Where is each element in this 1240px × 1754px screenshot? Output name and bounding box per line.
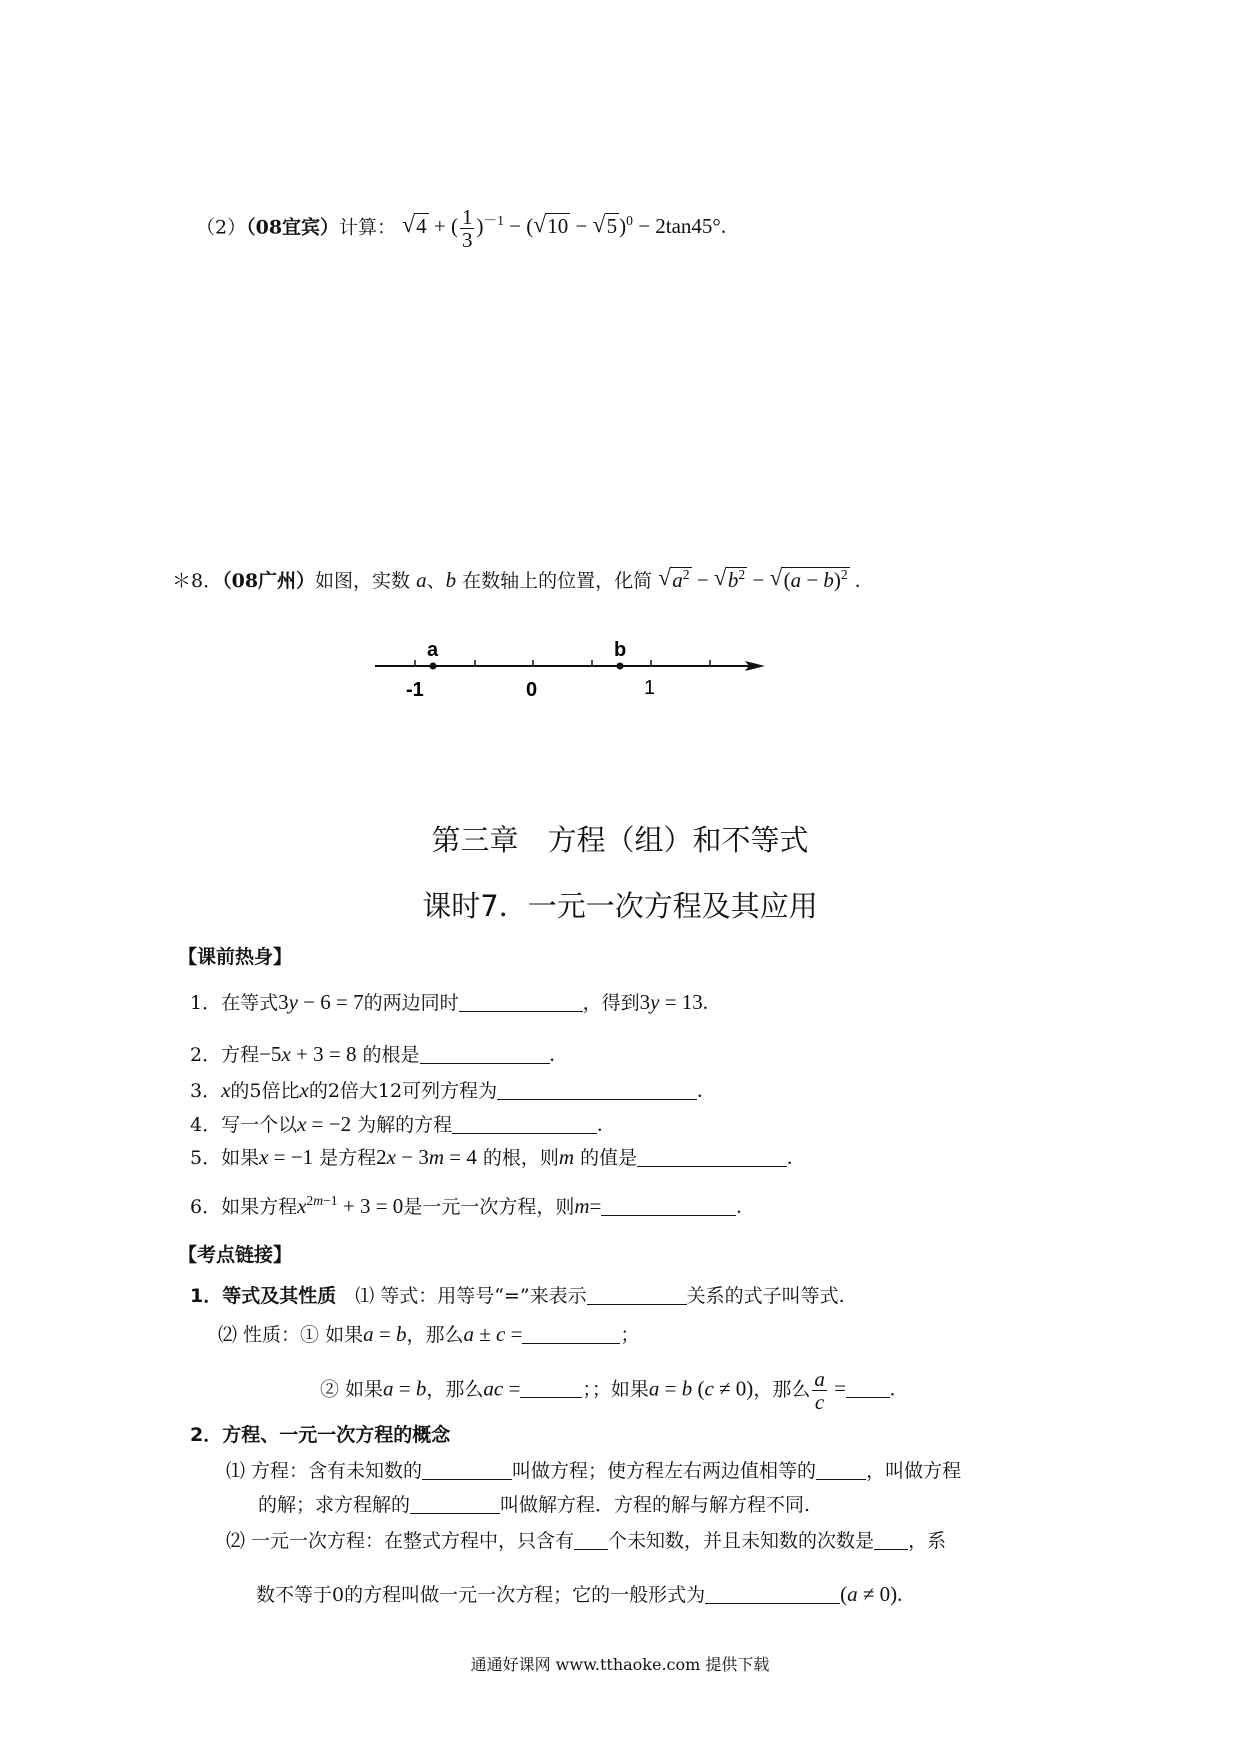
s2-l3-c: ，系 [908, 1530, 947, 1552]
s1-p3-mid3: ，那么 [753, 1378, 811, 1401]
s1-p3-mid: ，那么 [426, 1378, 484, 1401]
q5-mid3: 的值是 [580, 1147, 638, 1169]
footer: 通通好课网 www.tthaoke.com 提供下载 [470, 1655, 770, 1674]
links-s2-line2 [258, 1490, 810, 1517]
problem-8-text: 如图，实数 [315, 570, 411, 592]
warmup-q1: 1．在等式3y − 6 = 7的两边同时 ，得到3y = 13. [190, 990, 709, 1014]
s2-l4-a: 数不等于0的方程叫做一元一次方程；它的一般形式为 [256, 1584, 706, 1606]
links-s2-line1 [226, 1456, 961, 1483]
s2-blank2[interactable] [816, 1460, 866, 1480]
problem-label: （2） [196, 216, 247, 239]
q2-blank[interactable] [420, 1044, 550, 1064]
q1-blank[interactable] [459, 992, 583, 1012]
links-s1-line2: ⑵ 性质：① 如果a = b，那么a ± c = ； [218, 1322, 640, 1346]
problem-8-line [172, 566, 860, 593]
s1-p3-mid2: ；如果 [591, 1378, 649, 1401]
q1-post: ，得到 [582, 992, 640, 1014]
q3-blank[interactable] [497, 1080, 697, 1100]
point-b-dot [617, 663, 624, 670]
s2-l3-b: 个未知数，并且未知数的次数是 [608, 1530, 875, 1552]
q5-blank[interactable] [637, 1147, 787, 1167]
tick-label-0: 0 [526, 679, 538, 701]
expression-2: √ 4 + ( $\frac{1}{3}$ )$^{-1}$ − (√ 10 − √ 5)$^0$ − 2tan45°. [402, 214, 726, 238]
problem-verb: 计算： [339, 216, 397, 239]
warmup-q6: 6．如果方程$x^{2m-1} + 3 = 0$是一元一次方程，则m= . [190, 1193, 742, 1218]
tick-label-neg1: -1 [406, 679, 424, 701]
q1-pre: 1．在等式 [190, 992, 279, 1014]
q4-mid: 为解的方程 [357, 1114, 453, 1136]
q4-blank[interactable] [452, 1114, 597, 1134]
problem-8-source: （08广州） [222, 570, 316, 592]
links-s2-title: 2．方程、一元一次方程的概念 [190, 1424, 451, 1446]
s2-l2-b: 叫做解方程．方程的解与解方程不同. [500, 1494, 811, 1516]
s1-p3: ② 如果 [320, 1378, 384, 1401]
q2-mid: 的根是 [362, 1044, 420, 1066]
s1-p2: ⑵ 性质：① 如果 [218, 1324, 364, 1346]
s2-blank1[interactable] [422, 1460, 512, 1480]
q3-mid1: 的5倍比 [230, 1080, 300, 1102]
links-s2-line4: 数不等于0的方程叫做一元一次方程；它的一般形式为 (a ≠ 0). [256, 1582, 903, 1606]
expression-8: √ $a^2$ − √ $b^2$ − √ $(a - b)^2$ . [658, 568, 860, 592]
var-b: b [445, 568, 457, 592]
number-line [370, 638, 770, 718]
q3-mid2: 的2倍大12可列方程为 [308, 1080, 498, 1102]
q6-pre: 6．如果方程 [190, 1196, 298, 1218]
q1-mid: 的两边同时 [363, 992, 459, 1014]
s1-p2-mid: ，那么 [406, 1324, 464, 1346]
point-a-dot [430, 663, 437, 670]
s2-l1-a: ⑴ 方程：含有未知数的 [226, 1460, 423, 1482]
s2-l1-c: ，叫做方程 [866, 1460, 962, 1482]
problem-8-number: ＊8． [172, 570, 223, 592]
links-s2-line3 [226, 1526, 946, 1553]
s1-title: 1．等式及其性质 [190, 1285, 337, 1307]
s2-l2-a: 的解；求方程解的 [258, 1494, 411, 1516]
s2-blank6[interactable] [705, 1584, 840, 1604]
tick-label-1: 1 [644, 677, 656, 699]
s1-blank1[interactable] [587, 1285, 687, 1305]
warmup-q2: 2．方程−5x + 3 = 8 的根是 . [190, 1042, 555, 1066]
problem-8-text2: 在数轴上的位置，化简 [462, 570, 653, 592]
links-header: 【考点链接】 [178, 1244, 293, 1266]
q5-mid2: 的根，则 [482, 1147, 559, 1169]
s1-blank4[interactable] [846, 1378, 890, 1398]
warmup-q3: 3．x的5倍比x的2倍大12可列方程为 . [190, 1078, 703, 1102]
s1-blank3[interactable] [520, 1378, 582, 1398]
q3-pre: 3． [190, 1080, 222, 1102]
s2-blank4[interactable] [574, 1530, 608, 1550]
chapter-title: 第三章 方程（组）和不等式 [431, 823, 809, 857]
q6-mid: 是一元一次方程，则 [403, 1196, 575, 1218]
lesson-title: 课时7．一元一次方程及其应用 [422, 889, 818, 923]
q4-pre: 4．写一个以 [190, 1114, 298, 1136]
point-a-label: a [427, 639, 439, 661]
s1-p1-post: 关系的式子叫等式. [686, 1285, 845, 1307]
s2-l1-b: 叫做方程；使方程左右两边值相等的 [512, 1460, 817, 1482]
s2-blank3[interactable] [410, 1494, 500, 1514]
warmup-q4: 4．写一个以x = −2 为解的方程 . [190, 1112, 603, 1136]
s2-blank5[interactable] [874, 1530, 908, 1550]
point-b-label: b [614, 639, 627, 661]
s1-p1: ⑴ 等式：用等号“=”来表示 [355, 1285, 587, 1307]
s1-blank2[interactable] [522, 1324, 620, 1344]
warmup-header: 【课前热身】 [178, 946, 293, 968]
problem-2-line [196, 206, 726, 251]
warmup-q5: 5．如果x = −1 是方程2x − 3m = 4 的根，则m 的值是 . [190, 1145, 793, 1169]
sep: 、 [426, 570, 446, 592]
links-s1-line1 [190, 1281, 845, 1308]
q5-pre: 5．如果 [190, 1147, 260, 1169]
links-s1-line3: ② 如果a = b，那么ac = ；；如果a = b (c ≠ 0)，那么 $\frac{a}{c}$ = . [320, 1367, 896, 1415]
var-a: a [416, 568, 427, 592]
s2-l3-a: ⑵ 一元一次方程：在整式方程中，只含有 [226, 1530, 575, 1552]
q6-blank[interactable] [601, 1196, 736, 1216]
q5-mid1: 是方程 [319, 1147, 377, 1169]
problem-source: （08宜宾） [246, 216, 340, 239]
q2-pre: 2．方程 [190, 1044, 260, 1066]
